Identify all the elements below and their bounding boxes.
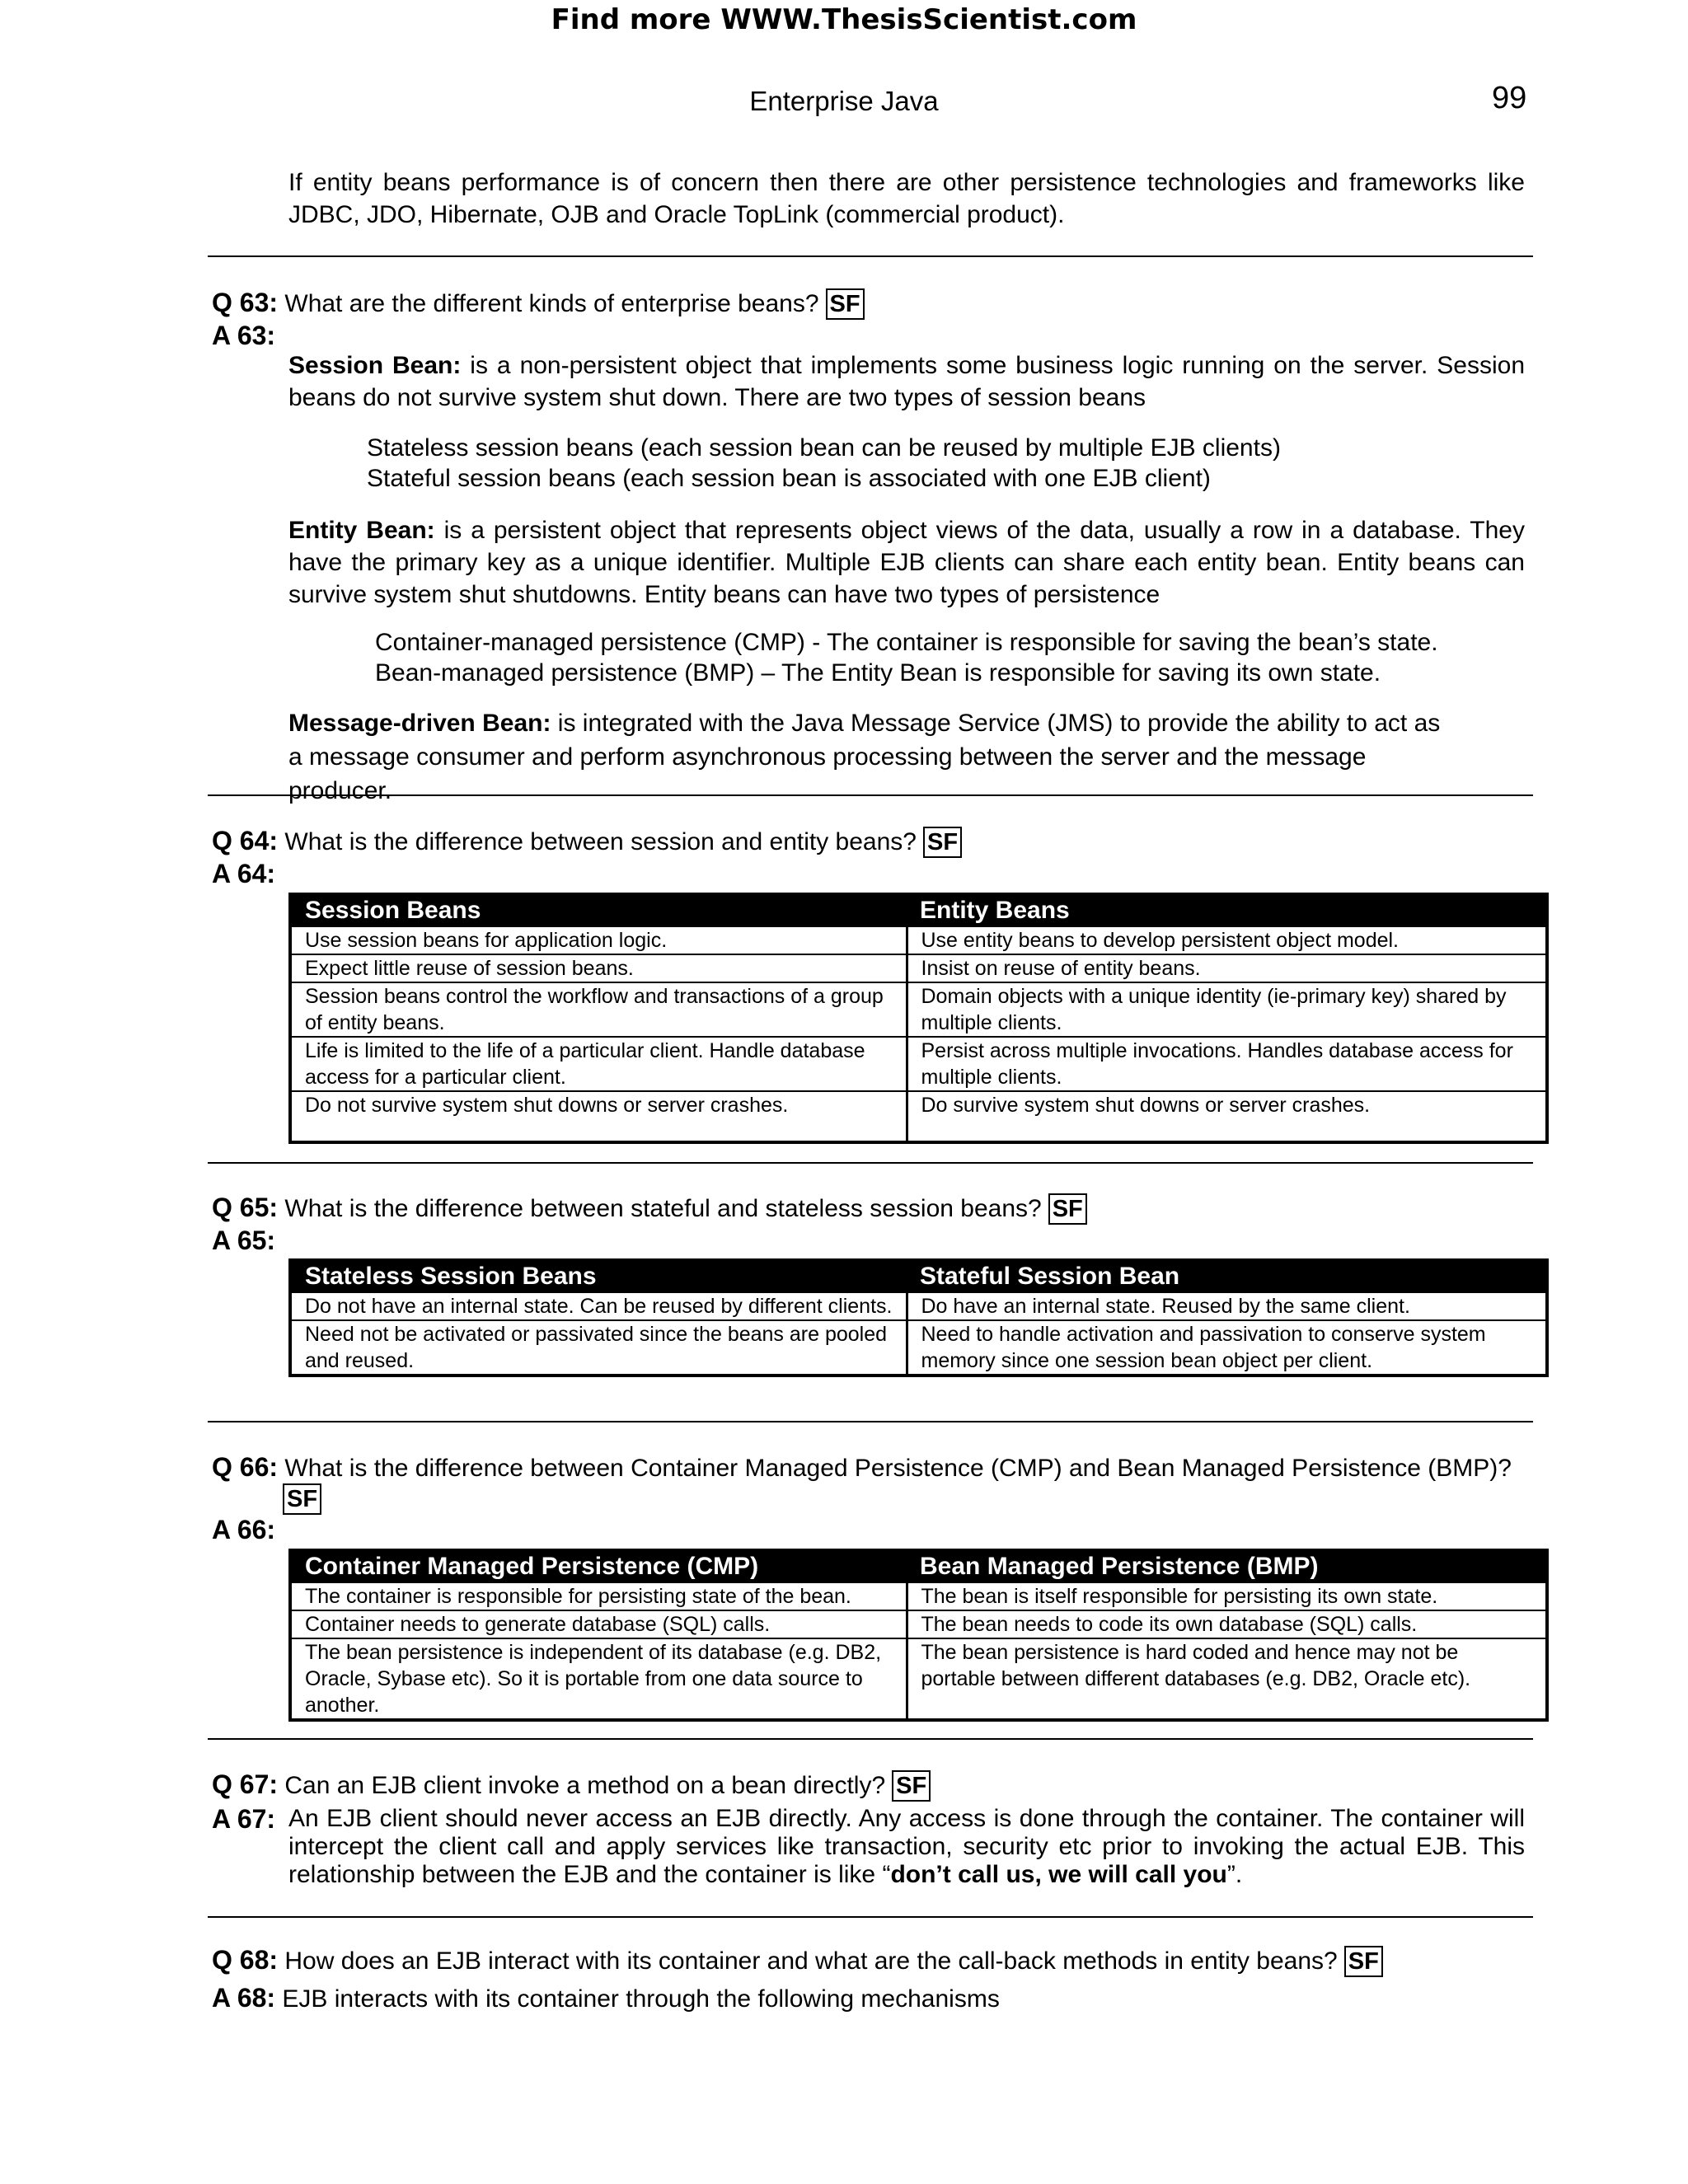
question-label: Q 66: — [212, 1452, 279, 1482]
term: Message-driven Bean: — [288, 710, 551, 737]
definition: is integrated with the Java Message Service (JMS) to provide the ability to act as a message consumer and perform asynchronous processing between the server and the message producer. — [288, 710, 1441, 804]
sf-tag: SF — [1048, 1193, 1087, 1225]
question-text: Can an EJB client invoke a method on a bean directly? — [284, 1772, 886, 1799]
table-cell: Need to handle activation and passivation to conserve system memory since one session bean object per client. — [907, 1320, 1547, 1376]
sf-tag: SF — [923, 827, 962, 858]
question-label: Q 68: — [212, 1945, 279, 1975]
section-divider — [208, 1916, 1533, 1918]
session-bean-type: Stateless session beans (each session bean can be reused by multiple EJB clients) — [367, 434, 1281, 462]
question-text: How does an EJB interact with its container and what are the call-back methods in entity beans? — [284, 1947, 1338, 1975]
table-row — [290, 1582, 1547, 1610]
table-cell: Container needs to generate database (SQL) calls. — [290, 1610, 907, 1638]
section-divider — [208, 255, 1533, 257]
cmp-vs-bmp-table — [288, 1549, 1549, 1722]
table-cell: Do have an internal state. Reused by the same client. — [907, 1292, 1547, 1320]
answer-68 — [212, 1981, 1000, 2016]
section-divider — [208, 1738, 1533, 1740]
table-cell: The bean is itself responsible for persisting its own state. — [907, 1582, 1547, 1610]
term: Entity Bean: — [288, 517, 435, 544]
answer-label: A 63: — [212, 321, 276, 350]
definition: is a persistent object that represents object views of the data, usually a row in a database. They have the primary key as a unique identifier. Multiple EJB clients can share each entity bean. Entity beans can survive system shut shutdowns. Entity beans can have two types of persistence — [288, 517, 1525, 608]
question-text: What is the difference between Container Managed Persistence (CMP) and Bean Managed Persistence (BMP)? — [284, 1455, 1512, 1482]
table-cell: The bean persistence is independent of its database (e.g. DB2, Oracle, Sybase etc). So it is portable from one data source to another. — [290, 1638, 907, 1720]
section-divider — [208, 794, 1533, 796]
table-row — [290, 1638, 1547, 1720]
question-label: Q 63: — [212, 288, 279, 317]
sf-tag: SF — [826, 288, 865, 320]
session-bean-type: Stateful session beans (each session bean is associated with one EJB client) — [367, 465, 1211, 492]
running-title: Enterprise Java — [749, 86, 939, 116]
answer-text: An EJB client should never access an EJB directly. Any access is done through the container. The container will intercept the client call and apply services like transaction, security etc prior to invoking the actual EJB. This relationship between the EJB and the container is like “ — [288, 1805, 1525, 1888]
answer-label: A 66: — [212, 1515, 276, 1544]
term: Session Bean: — [288, 352, 462, 379]
table-cell: Need not be activated or passivated since the beans are pooled and reused. — [290, 1320, 907, 1376]
entity-bean-definition — [288, 514, 1525, 611]
table-row — [290, 1091, 1547, 1142]
sf-tag: SF — [283, 1483, 321, 1515]
session-vs-entity-table — [288, 893, 1549, 1144]
table-cell: Do not survive system shut downs or server crashes. — [290, 1091, 907, 1142]
page-number: 99 — [1492, 81, 1527, 115]
table-cell: Use entity beans to develop persistent object model. — [907, 926, 1547, 954]
section-divider — [208, 1421, 1533, 1422]
question-label: Q 67: — [212, 1769, 279, 1799]
table-cell: The bean needs to code its own database (SQL) calls. — [907, 1610, 1547, 1638]
question-67 — [212, 1768, 931, 1802]
answer-label: A 67: — [212, 1804, 276, 1834]
table-cell: Persist across multiple invocations. Handles database access for multiple clients. — [907, 1037, 1547, 1091]
answer-label-67 — [212, 1802, 275, 1837]
table-cell: The container is responsible for persisting state of the bean. — [290, 1582, 907, 1610]
answer-end: ”. — [1226, 1861, 1243, 1888]
answer-text: EJB interacts with its container through the following mechanisms — [282, 1985, 1000, 2013]
table-cell: Do not have an internal state. Can be reused by different clients. — [290, 1292, 907, 1320]
table-cell: Domain objects with a unique identity (ie-primary key) shared by multiple clients. — [907, 982, 1547, 1037]
table-row — [290, 1320, 1547, 1376]
question-label: Q 65: — [212, 1193, 279, 1222]
column-header: Entity Beans — [907, 894, 1547, 927]
answer-label: A 68: — [212, 1983, 276, 2013]
table-cell: Do survive system shut downs or server crashes. — [907, 1091, 1547, 1142]
persistence-type: Bean-managed persistence (BMP) – The Entity Bean is responsible for saving its own state. — [375, 659, 1381, 687]
answer-label: A 65: — [212, 1226, 276, 1255]
table-row — [290, 926, 1547, 954]
session-bean-definition — [288, 349, 1525, 414]
column-header: Stateful Session Bean — [907, 1260, 1547, 1293]
table-cell: The bean persistence is hard coded and hence may not be portable between different databases (e.g. DB2, Oracle etc). — [907, 1638, 1547, 1720]
answer-label-63 — [212, 319, 275, 354]
answer-label-65 — [212, 1224, 275, 1258]
table-row — [290, 1610, 1547, 1638]
question-text: What is the difference between session and entity beans? — [284, 828, 917, 855]
table-cell: Session beans control the workflow and transactions of a group of entity beans. — [290, 982, 907, 1037]
column-header: Container Managed Persistence (CMP) — [290, 1550, 907, 1583]
stateless-vs-stateful-table — [288, 1258, 1549, 1377]
question-text: What is the difference between stateful and stateless session beans? — [284, 1195, 1042, 1222]
section-divider — [208, 1162, 1533, 1164]
table-cell: Expect little reuse of session beans. — [290, 954, 907, 982]
sf-tag: SF — [892, 1770, 931, 1802]
table-row — [290, 982, 1547, 1037]
question-text: What are the different kinds of enterprise beans? — [284, 290, 819, 317]
question-65 — [212, 1191, 1087, 1226]
question-label: Q 64: — [212, 826, 279, 855]
answer-67-text — [288, 1805, 1525, 1889]
question-64 — [212, 824, 962, 859]
intro-paragraph: If entity beans performance is of concern then there are other persistence technologies and frameworks like JDBC, JDO, Hibernate, OJB and Oracle TopLink (commercial product). — [288, 169, 1525, 228]
site-banner: Find more WWW.ThesisScientist.com — [551, 3, 1137, 36]
table-header-row — [290, 1260, 1547, 1293]
question-66-tag-line — [283, 1483, 321, 1515]
table-row — [290, 1292, 1547, 1320]
answer-label: A 64: — [212, 859, 276, 888]
table-cell: Life is limited to the life of a particular client. Handle database access for a particular client. — [290, 1037, 907, 1091]
definition: is a non-persistent object that implements some business logic running on the server. Session beans do not survive system shut down. There are two types of session beans — [288, 352, 1526, 411]
persistence-type: Container-managed persistence (CMP) - The container is responsible for saving the bean’s state. — [375, 629, 1438, 656]
message-driven-bean-definition — [288, 706, 1459, 808]
column-header: Bean Managed Persistence (BMP) — [907, 1550, 1547, 1583]
answer-label-64 — [212, 857, 275, 892]
question-63 — [212, 286, 865, 321]
answer-label-66 — [212, 1513, 275, 1548]
sf-tag: SF — [1344, 1946, 1383, 1977]
answer-emphasis: don’t call us, we will call you — [890, 1861, 1227, 1888]
table-row — [290, 954, 1547, 982]
column-header: Session Beans — [290, 894, 907, 927]
table-cell: Insist on reuse of entity beans. — [907, 954, 1547, 982]
table-row — [290, 1037, 1547, 1091]
question-68 — [212, 1943, 1383, 1978]
table-cell: Use session beans for application logic. — [290, 926, 907, 954]
question-66 — [212, 1451, 1512, 1485]
table-header-row — [290, 894, 1547, 927]
table-header-row — [290, 1550, 1547, 1583]
column-header: Stateless Session Beans — [290, 1260, 907, 1293]
